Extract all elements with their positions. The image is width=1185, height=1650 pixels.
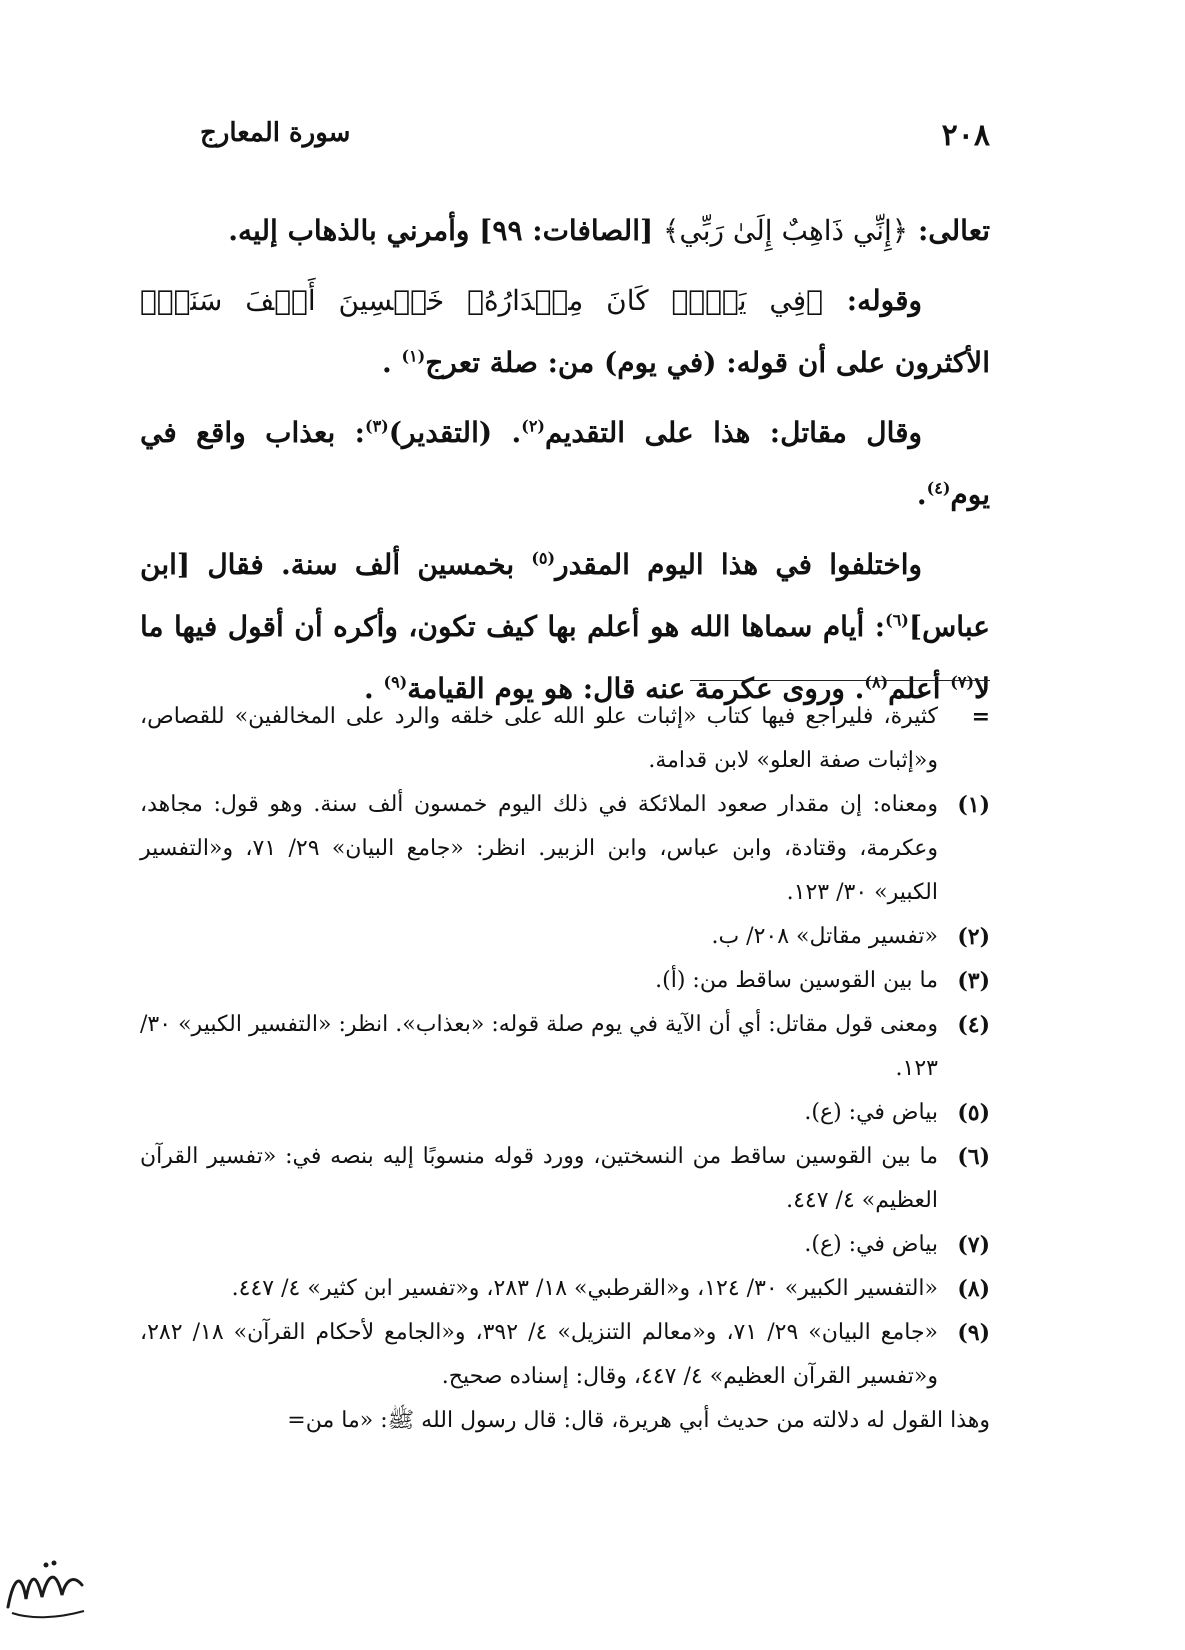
paragraph-4: واختلفوا في هذا اليوم المقدر$^{(٥)}$ بخمسين ألف سنة. فقال [ابن عباس]$^{(٦)}$: أيام سماها الله هو أعلم بها كيف تكون، وأكره أن أقول فيها ما لا$^{(٧)}$ أعلم$^{(٨)}$. وروى عكرمة عنه قال: هو يوم القيامة$^{(٩)}$ . bbox=[140, 548, 990, 705]
footnote-continuation: وهذا القول له دلالته من حديث أبي هريرة، قال: قال رسول الله ﷺ: «ما من= bbox=[287, 1408, 990, 1433]
document-page bbox=[140, 110, 990, 1610]
footnote-text: ما بين القوسين ساقط من: (أ). bbox=[655, 968, 938, 993]
footnote-number: (٤) bbox=[957, 1012, 990, 1038]
page-number: ٢٠٨ bbox=[941, 118, 990, 153]
footnotes bbox=[140, 695, 990, 1443]
footnote-2 bbox=[140, 915, 990, 959]
footnote-ref-2[interactable]: (٢) bbox=[521, 416, 545, 436]
paragraph-2: وقوله: ﴿فِي يَوۡمٖ كَانَ مِقۡدَارُهُۥ خَمۡسِينَ أَلۡفَ سَنَةٖ﴾ الأكثرون على أن قوله: (في يوم) من: صلة تعرج$^{(١)}$ . bbox=[140, 284, 990, 379]
footnote-number: (٨) bbox=[957, 1276, 990, 1302]
footnote-ref-7[interactable]: (٧) bbox=[950, 672, 975, 692]
footnote-text: ومعنى قول مقاتل: أي أن الآية في يوم صلة قوله: «بعذاب». انظر: «التفسير الكبير» ٣٠/ ١٢٣. bbox=[140, 1012, 938, 1081]
footnote-ref-1[interactable]: (١) bbox=[401, 346, 426, 366]
quran-verse: ﴿إِنِّي ذَاهِبٌ إِلَىٰ رَبِّي﴾ bbox=[662, 214, 909, 247]
footnote-4 bbox=[140, 1003, 990, 1091]
page-header bbox=[140, 110, 990, 160]
footnote-text: ومعناه: إن مقدار صعود الملائكة في ذلك اليوم خمسون ألف سنة. وهو قول: مجاهد، وعكرمة، وقتادة، وابن عباس، وابن الزبير. انظر: «جامع البيان» ٢٩/ ٧١، و«التفسير الكبير» ٣٠/ ١٢٣. bbox=[140, 792, 938, 905]
footnote-number: (٣) bbox=[957, 968, 990, 994]
footnote-divider bbox=[690, 680, 990, 681]
footnote-text: كثيرة، فليراجع فيها كتاب «إثبات علو الله على خلقه والرد على المخالفين» للقصاص، و«إثبات صفة العلو» لابن قدامة. bbox=[140, 704, 938, 773]
footnote-1 bbox=[140, 783, 990, 915]
footnote-6 bbox=[140, 1135, 990, 1223]
footnote-text: بياض في: (ع). bbox=[804, 1232, 938, 1257]
footnote-7 bbox=[140, 1223, 990, 1267]
footnote-number: (٥) bbox=[957, 1100, 990, 1126]
calligraphy-logo-icon bbox=[0, 1555, 90, 1625]
footnote-ref-5[interactable]: (٥) bbox=[531, 548, 556, 568]
footnote-number: (٢) bbox=[957, 924, 990, 950]
footnote-continued bbox=[140, 695, 990, 783]
footnote-ref-9[interactable]: (٩) bbox=[383, 672, 408, 692]
footnote-text: «التفسير الكبير» ٣٠/ ١٢٤، و«القرطبي» ١٨/ ٢٨٣، و«تفسير ابن كثير» ٤/ ٤٤٧. bbox=[231, 1276, 938, 1301]
footnote-9 bbox=[140, 1311, 990, 1399]
footnote-ref-8[interactable]: (٨) bbox=[864, 672, 889, 692]
footnote-3 bbox=[140, 959, 990, 1003]
footnote-8 bbox=[140, 1267, 990, 1311]
paragraph-1: تعالى: ﴿إِنِّي ذَاهِبٌ إِلَىٰ رَبِّي﴾ [الصافات: ٩٩] وأمرني بالذهاب إليه. bbox=[228, 214, 990, 247]
footnote-text: ما بين القوسين ساقط من النسختين، وورد قوله منسوبًا إليه بنصه في: «تفسير القرآن العظيم» ٤/ ٤٤٧. bbox=[140, 1144, 938, 1213]
footnote-5 bbox=[140, 1091, 990, 1135]
quran-verse: ﴿فِي يَوۡمٖ كَانَ مِقۡدَارُهُۥ خَمۡسِينَ أَلۡفَ سَنَةٖ﴾ bbox=[140, 284, 823, 317]
footnote-ref-3[interactable]: (٣) bbox=[364, 416, 389, 436]
footnote-text: «تفسير مقاتل» ٢٠٨/ ب. bbox=[711, 924, 938, 949]
footnote-number: = bbox=[971, 704, 990, 730]
footnote-number: (٦) bbox=[957, 1144, 990, 1170]
footnote-number: (١) bbox=[957, 792, 990, 818]
footnote-text: بياض في: (ع). bbox=[804, 1100, 938, 1125]
footnote-ref-6[interactable]: (٦) bbox=[885, 610, 909, 630]
running-title: سورة المعارج bbox=[200, 118, 351, 148]
footnote-number: (٩) bbox=[957, 1320, 990, 1346]
paragraph-3: وقال مقاتل: هذا على التقديم$^{(٢)}$. (التقدير)$^{(٣)}$: بعذاب واقع في يوم$^{(٤)}$. bbox=[140, 416, 990, 511]
footnote-text: «جامع البيان» ٢٩/ ٧١، و«معالم التنزيل» ٤/ ٣٩٢، و«الجامع لأحكام القرآن» ١٨/ ٢٨٢، و«تفسير القرآن العظيم» ٤/ ٤٤٧، وقال: إسناده صحيح. bbox=[140, 1320, 939, 1389]
footnote-number: (٧) bbox=[957, 1232, 990, 1258]
main-text bbox=[140, 200, 990, 728]
footnote-ref-4[interactable]: (٤) bbox=[926, 478, 951, 498]
